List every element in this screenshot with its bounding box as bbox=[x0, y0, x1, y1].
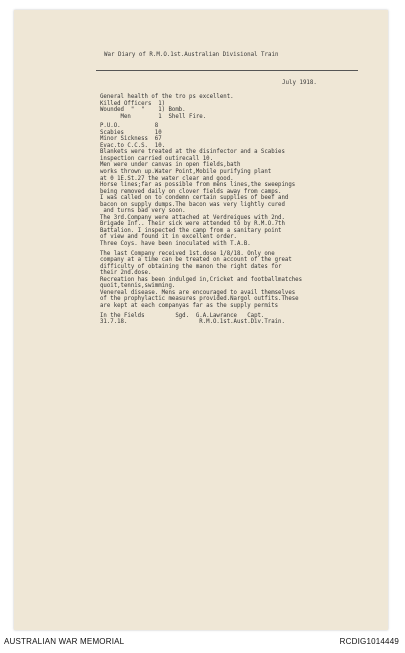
record-id: RCDIG1014449 bbox=[339, 637, 399, 646]
diary-date: July 1918. bbox=[282, 80, 317, 86]
page-title: War Diary of R.M.O.1st.Australian Divisional Train bbox=[104, 52, 279, 58]
diary-line: being removed daily on clover fields away from camps. bbox=[100, 188, 282, 195]
diary-line: Horse lines;far as possible from mens lines,the sweepings bbox=[100, 182, 296, 189]
diary-body bbox=[100, 94, 386, 326]
diary-line: Three Coys. have been inoculated with T.A.B. bbox=[100, 241, 251, 248]
diary-line: Wounded " " 1) Bomb. bbox=[100, 107, 186, 114]
diary-line: of the prophylactic measures provided.Nargol outfits.These bbox=[100, 296, 299, 303]
diary-line: and turns bad very soon. bbox=[100, 208, 186, 215]
diary-line: Men 1 Shell Fire. bbox=[100, 113, 207, 120]
diary-line: are kept at each companyas far as the supply permits bbox=[100, 302, 279, 309]
diary-line: at 0 1E.St.27 the water clear and good. bbox=[100, 175, 234, 182]
diary-line: Scabies 10 bbox=[100, 129, 162, 136]
archive-name: AUSTRALIAN WAR MEMORIAL bbox=[4, 637, 125, 646]
diary-line: Men were under canvas in open fields,bath bbox=[100, 162, 241, 169]
diary-line: bacon on supply dumps.The bacon was very lightly cured bbox=[100, 201, 285, 208]
diary-line: inspection carried outirecall 10. bbox=[100, 155, 213, 162]
diary-line: Brigade Inf.. Their sick were attended to by R.M.O.7th bbox=[100, 221, 285, 228]
diary-line: company at a time can be treated on account of the great bbox=[100, 257, 292, 264]
diary-line: Recreation has been indulged in,Cricket and footballmatches bbox=[100, 276, 303, 283]
diary-line: I was called on to condemn certain supplies of beef and bbox=[100, 195, 289, 202]
title-underline bbox=[96, 70, 358, 71]
document-page bbox=[14, 10, 388, 630]
diary-line: of view and found it in excellent order. bbox=[100, 234, 237, 241]
diary-line: Evac.to C.C.S. 10. bbox=[100, 142, 166, 149]
diary-line: General health of the tro ps excellent. bbox=[100, 94, 234, 100]
diary-line: Battalion. I inspected the camp from a sanitary point bbox=[100, 227, 282, 234]
diary-line: In the Fields Sgd. G.A.Lawrance Capt. bbox=[100, 312, 265, 319]
diary-line: The last Company received 1st.dose 1/8/18. Only one bbox=[100, 250, 275, 257]
diary-line: their 2nd.dose. bbox=[100, 270, 152, 277]
diary-line: works thrown up.Water Point,Mobile purifying plant bbox=[100, 169, 272, 176]
archive-footer bbox=[0, 631, 405, 653]
diary-line: P.U.O. 8 bbox=[100, 123, 159, 130]
diary-line: difficulty of obtaining the manon the right dates for bbox=[100, 263, 282, 270]
diary-line: The 3rd.Company were attached at Verdreigues with 2nd. bbox=[100, 214, 285, 221]
diary-line: Blankets were treated at the disinfector and a Scabies bbox=[100, 149, 285, 156]
diary-line: Killed Officers 1) bbox=[100, 100, 166, 107]
diary-line: quoit,tennis,swimming. bbox=[100, 283, 176, 290]
diary-line: Venereal disease. Mens are encouraged to avail themselves bbox=[100, 289, 296, 296]
diary-line: 31.7.18. R.M.O.1st.Aust.Div.Train. bbox=[100, 319, 285, 326]
diary-line: Minor Sickness 67 bbox=[100, 136, 162, 143]
